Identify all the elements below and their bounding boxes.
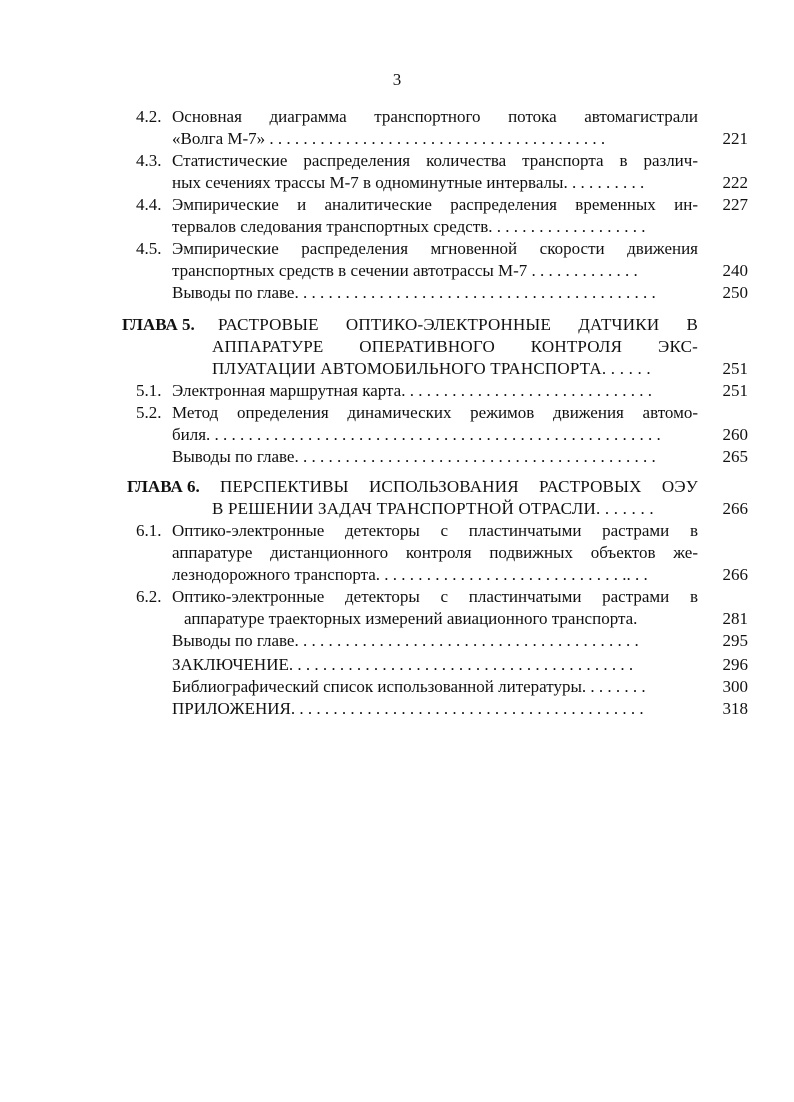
entry-page: 250	[722, 283, 748, 302]
entry-title-line: Электронная маршрутная карта. . . . . . . . . . . . . . . . . . . . . . . . . . . . . .	[172, 381, 652, 400]
entry-page: 266	[722, 565, 748, 584]
entry-page: 260	[722, 425, 748, 444]
entry-title-line: Статистические распределения количества транспорта в различ-	[172, 151, 698, 170]
toc-entry-4-5-cont	[0, 260, 794, 282]
entry-title-line: Оптико-электронные детекторы с пластинчатыми растрами в	[172, 521, 698, 540]
toc-entry-chapter6-conclusions	[0, 630, 794, 652]
entry-page: 300	[722, 677, 748, 696]
toc-entry-6-2	[0, 586, 794, 608]
entry-page: 265	[722, 447, 748, 466]
toc-entry-conclusion	[0, 654, 794, 676]
entry-title-line: ных сечениях трассы М-7 в одноминутные интервалы. . . . . . . . . .	[172, 173, 645, 192]
entry-title-line: Выводы по главе. . . . . . . . . . . . . . . . . . . . . . . . . . . . . . . . . . . . . . . . . . .	[172, 283, 656, 302]
toc-chapter-5-cont	[0, 358, 794, 380]
toc-entry-4-5	[0, 238, 794, 260]
toc-entry-5-1	[0, 380, 794, 402]
toc-chapter-5-cont	[0, 336, 794, 358]
entry-page: 295	[722, 631, 748, 650]
entry-title-line: «Волга М-7» . . . . . . . . . . . . . . . . . . . . . . . . . . . . . . . . . . . . . . . .	[172, 129, 606, 148]
chapter-title-line: АППАРАТУРЕ ОПЕРАТИВНОГО КОНТРОЛЯ ЭКС-	[212, 337, 698, 356]
toc-entry-4-2	[0, 106, 794, 128]
toc-entry-chapter5-conclusions	[0, 446, 794, 468]
entry-title-line: Библиографический список использованной литературы. . . . . . . .	[172, 677, 646, 696]
chapter-title-line: ПЛУАТАЦИИ АВТОМОБИЛЬНОГО ТРАНСПОРТА. . . . . .	[212, 359, 651, 378]
entry-page: 227	[722, 195, 748, 214]
entry-page: 251	[722, 359, 748, 378]
toc-entry-4-3-cont	[0, 172, 794, 194]
entry-title-line: Метод определения динамических режимов движения автомо-	[172, 403, 698, 422]
toc-entry-4-3	[0, 150, 794, 172]
toc-entry-appendices	[0, 698, 794, 720]
entry-title-line: транспортных средств в сечении автотрассы М-7 . . . . . . . . . . . . .	[172, 261, 638, 280]
toc-chapter-6-cont	[0, 498, 794, 520]
entry-page: 251	[722, 381, 748, 400]
chapter-label: ГЛАВА 5.	[122, 315, 195, 334]
entry-title-line: Выводы по главе. . . . . . . . . . . . . . . . . . . . . . . . . . . . . . . . . . . . . . . . .	[172, 631, 639, 650]
entry-page: 281	[722, 609, 748, 628]
toc-entry-4-4-cont	[0, 216, 794, 238]
toc-entry-4-2-cont	[0, 128, 794, 150]
entry-title-line: лезнодорожного транспорта. . . . . . . . . . . . . . . . . . . . . . . . . . . . . .. . .	[172, 565, 648, 584]
chapter-title-line: ПЕРСПЕКТИВЫ ИСПОЛЬЗОВАНИЯ РАСТРОВЫХ ОЭУ	[220, 477, 698, 496]
entry-page: 221	[722, 129, 748, 148]
toc-entry-6-1-cont	[0, 564, 794, 586]
toc-chapter-6	[0, 476, 794, 498]
entry-page: 222	[722, 173, 748, 192]
entry-title-line: ПРИЛОЖЕНИЯ. . . . . . . . . . . . . . . . . . . . . . . . . . . . . . . . . . . . . . . . . .	[172, 699, 644, 718]
entry-number: 4.5.	[136, 239, 162, 258]
page-number: 3	[392, 70, 402, 89]
toc-entry-6-1-cont	[0, 542, 794, 564]
entry-number: 5.2.	[136, 403, 162, 422]
toc-entry-bibliography	[0, 676, 794, 698]
toc-entry-6-2-cont	[0, 608, 794, 630]
entry-number: 5.1.	[136, 381, 162, 400]
toc-entry-6-1	[0, 520, 794, 542]
entry-page: 266	[722, 499, 748, 518]
chapter-title-line: В РЕШЕНИИ ЗАДАЧ ТРАНСПОРТНОЙ ОТРАСЛИ. . . . . . .	[212, 499, 654, 518]
entry-title-line: Эмпирические распределения мгновенной скорости движения	[172, 239, 698, 258]
entry-title-line: аппаратуре траекторных измерений авиационного транспорта.	[184, 609, 638, 628]
toc-entry-chapter4-conclusions	[0, 282, 794, 304]
entry-title-line: Эмпирические и аналитические распределения временных ин-	[172, 195, 698, 214]
entry-title-line: Основная диаграмма транспортного потока автомагистрали	[172, 107, 698, 126]
entry-page: 296	[722, 655, 748, 674]
chapter-title-line: РАСТРОВЫЕ ОПТИКО-ЭЛЕКТРОННЫЕ ДАТЧИКИ В	[218, 315, 698, 334]
entry-title-line: Выводы по главе. . . . . . . . . . . . . . . . . . . . . . . . . . . . . . . . . . . . . . . . . . .	[172, 447, 656, 466]
toc-entry-5-2-cont	[0, 424, 794, 446]
toc-entry-5-2	[0, 402, 794, 424]
entry-number: 4.3.	[136, 151, 162, 170]
entry-title-line: Оптико-электронные детекторы с пластинчатыми растрами в	[172, 587, 698, 606]
entry-title-line: ЗАКЛЮЧЕНИЕ. . . . . . . . . . . . . . . . . . . . . . . . . . . . . . . . . . . . . . . . .	[172, 655, 634, 674]
toc-entry-4-4	[0, 194, 794, 216]
entry-number: 4.2.	[136, 107, 162, 126]
entry-page: 240	[722, 261, 748, 280]
entry-title-line: аппаратуре дистанционного контроля подвижных объектов же-	[172, 543, 698, 562]
entry-number: 4.4.	[136, 195, 162, 214]
toc-chapter-5	[0, 314, 794, 336]
entry-title-line: тервалов следования транспортных средств. . . . . . . . . . . . . . . . . . .	[172, 217, 646, 236]
chapter-label: ГЛАВА 6.	[127, 477, 200, 496]
entry-number: 6.2.	[136, 587, 162, 606]
entry-number: 6.1.	[136, 521, 162, 540]
entry-page: 318	[722, 699, 748, 718]
entry-title-line: биля. . . . . . . . . . . . . . . . . . . . . . . . . . . . . . . . . . . . . . . . . . . . . . . . . . . . . .	[172, 425, 661, 444]
